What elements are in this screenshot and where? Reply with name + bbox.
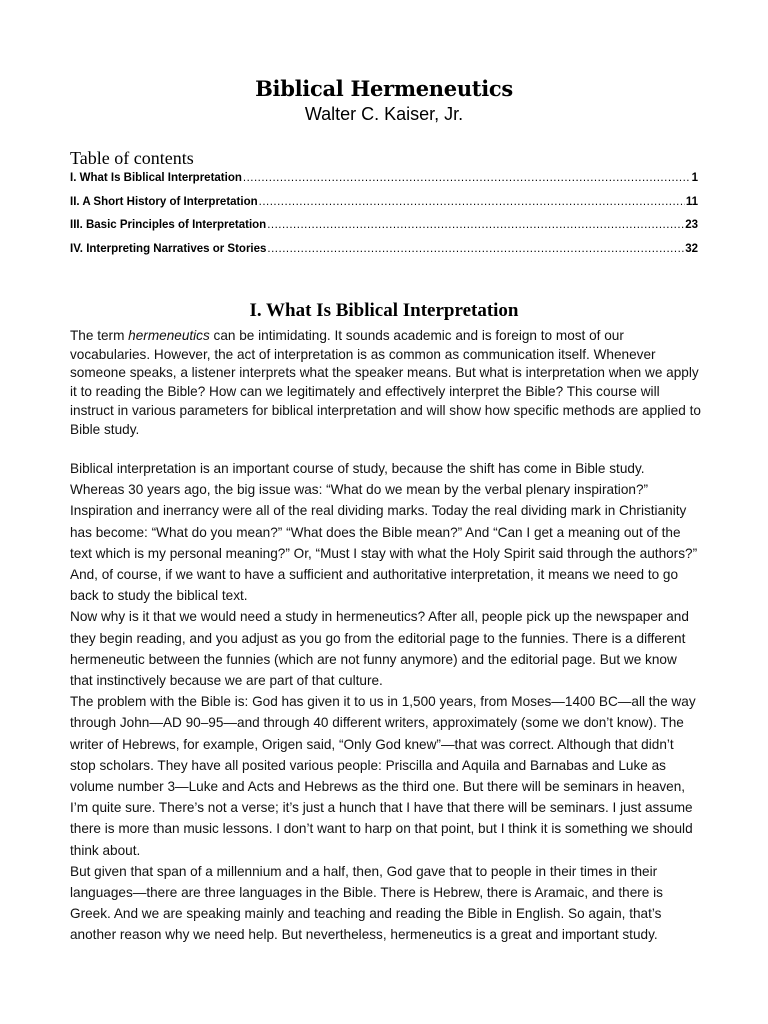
document-author: Walter C. Kaiser, Jr. (304, 104, 464, 124)
body-paragraph: Now why is it that we would need a study in hermeneutics? After all, people pick up the newspaper and they begin reading, and you adjust as you go from the editorial page to the funnies. There is a different hermeneutic between the funnies (which are not funny anymore) and the editorial page. But we know that instinctively because we are part of that culture. (70, 609, 689, 689)
toc-entry-page: 23 (685, 219, 698, 231)
body-paragraph: Biblical interpretation is an important course of study, because the shift has come in Bible study. Whereas 30 years ago, the big issue was: “What do we mean by the verbal plenary inspiration?” Inspiration and inerrancy were all of the real dividing marks. Today the real dividing mark in Christianity has become: “What do you mean?” “What does the Bible mean?” And “Can I get a meaning out of the text which is my personal meaning?” Or, “Must I stay with what the Holy Spirit said through the authors?” And, of course, if we want to have a sufficient and authoritative interpretation, it means we need to go back to study the biblical text. (70, 461, 698, 604)
body-text (70, 458, 702, 946)
toc-entry-label: II. A Short History of Interpretation (70, 195, 258, 208)
toc-dot-leader (259, 196, 685, 208)
document-title: Biblical Hermeneutics (255, 76, 513, 101)
intro-text-rest: can be intimidating. It sounds academic and is foreign to most of our vocabularies. However, the act of interpretation is as common as communication itself. Whenever someone speaks, a listener interprets what the speaker means. But what is interpretation when we apply it to reading the Bible? How can we legitimately and effectively interpret the Bible? This course will instruct in various parameters for biblical interpretation and will show how specific methods are applied to Bible study. (70, 328, 701, 437)
toc-entry-page: 11 (685, 195, 698, 208)
intro-text-start: The term (70, 328, 129, 343)
toc-entry[interactable] (70, 196, 698, 220)
intro-term: hermeneutics (128, 328, 210, 343)
body-paragraph: But given that span of a millennium and a half, then, God gave that to people in their times in their languages—there are three languages in the Bible. There is Hebrew, there is Aramaic, and there is Greek. And we are speaking mainly and teaching and reading the Bible in English. So again, that’s another reason why we need help. But nevertheless, hermeneutics is a great and important study. (70, 863, 663, 943)
toc-dot-leader (267, 243, 684, 255)
toc-heading: Table of contents (70, 148, 194, 168)
section-heading: I. What Is Biblical Interpretation (249, 300, 519, 321)
toc-entry-page: 1 (691, 172, 698, 184)
toc-dot-leader (243, 172, 691, 184)
toc-entry[interactable] (70, 219, 698, 243)
toc-dot-leader (267, 219, 684, 231)
toc-entry-label: IV. Interpreting Narratives or Stories (70, 242, 267, 255)
toc-entry[interactable] (70, 243, 698, 267)
toc-entry-label: III. Basic Principles of Interpretation (70, 219, 267, 231)
toc-entry[interactable] (70, 172, 698, 196)
intro-paragraph (70, 327, 702, 439)
table-of-contents (70, 172, 698, 266)
toc-entry-label: I. What Is Biblical Interpretation (70, 172, 242, 184)
toc-entry-page: 32 (685, 242, 698, 255)
body-paragraph: The problem with the Bible is: God has given it to us in 1,500 years, from Moses—1400 BC—all the way through John—AD 90–95—and through 40 different writers, approximately (some we don’t know). The writer of Hebrews, for example, Origen said, “Only God knew”—that was correct. Although that didn’t stop scholars. They have all posited various people: Priscilla and Aquila and Barnabas and Luke as volume number 3—Luke and Acts and Hebrews as the third one. But there will be seminars in heaven, I’m quite sure. There’s not a verse; it’s just a hunch that I have that there will be seminars. I just assume there is more than music lessons. I don’t want to harp on that point, but I think it is something we should think about. (70, 694, 696, 858)
